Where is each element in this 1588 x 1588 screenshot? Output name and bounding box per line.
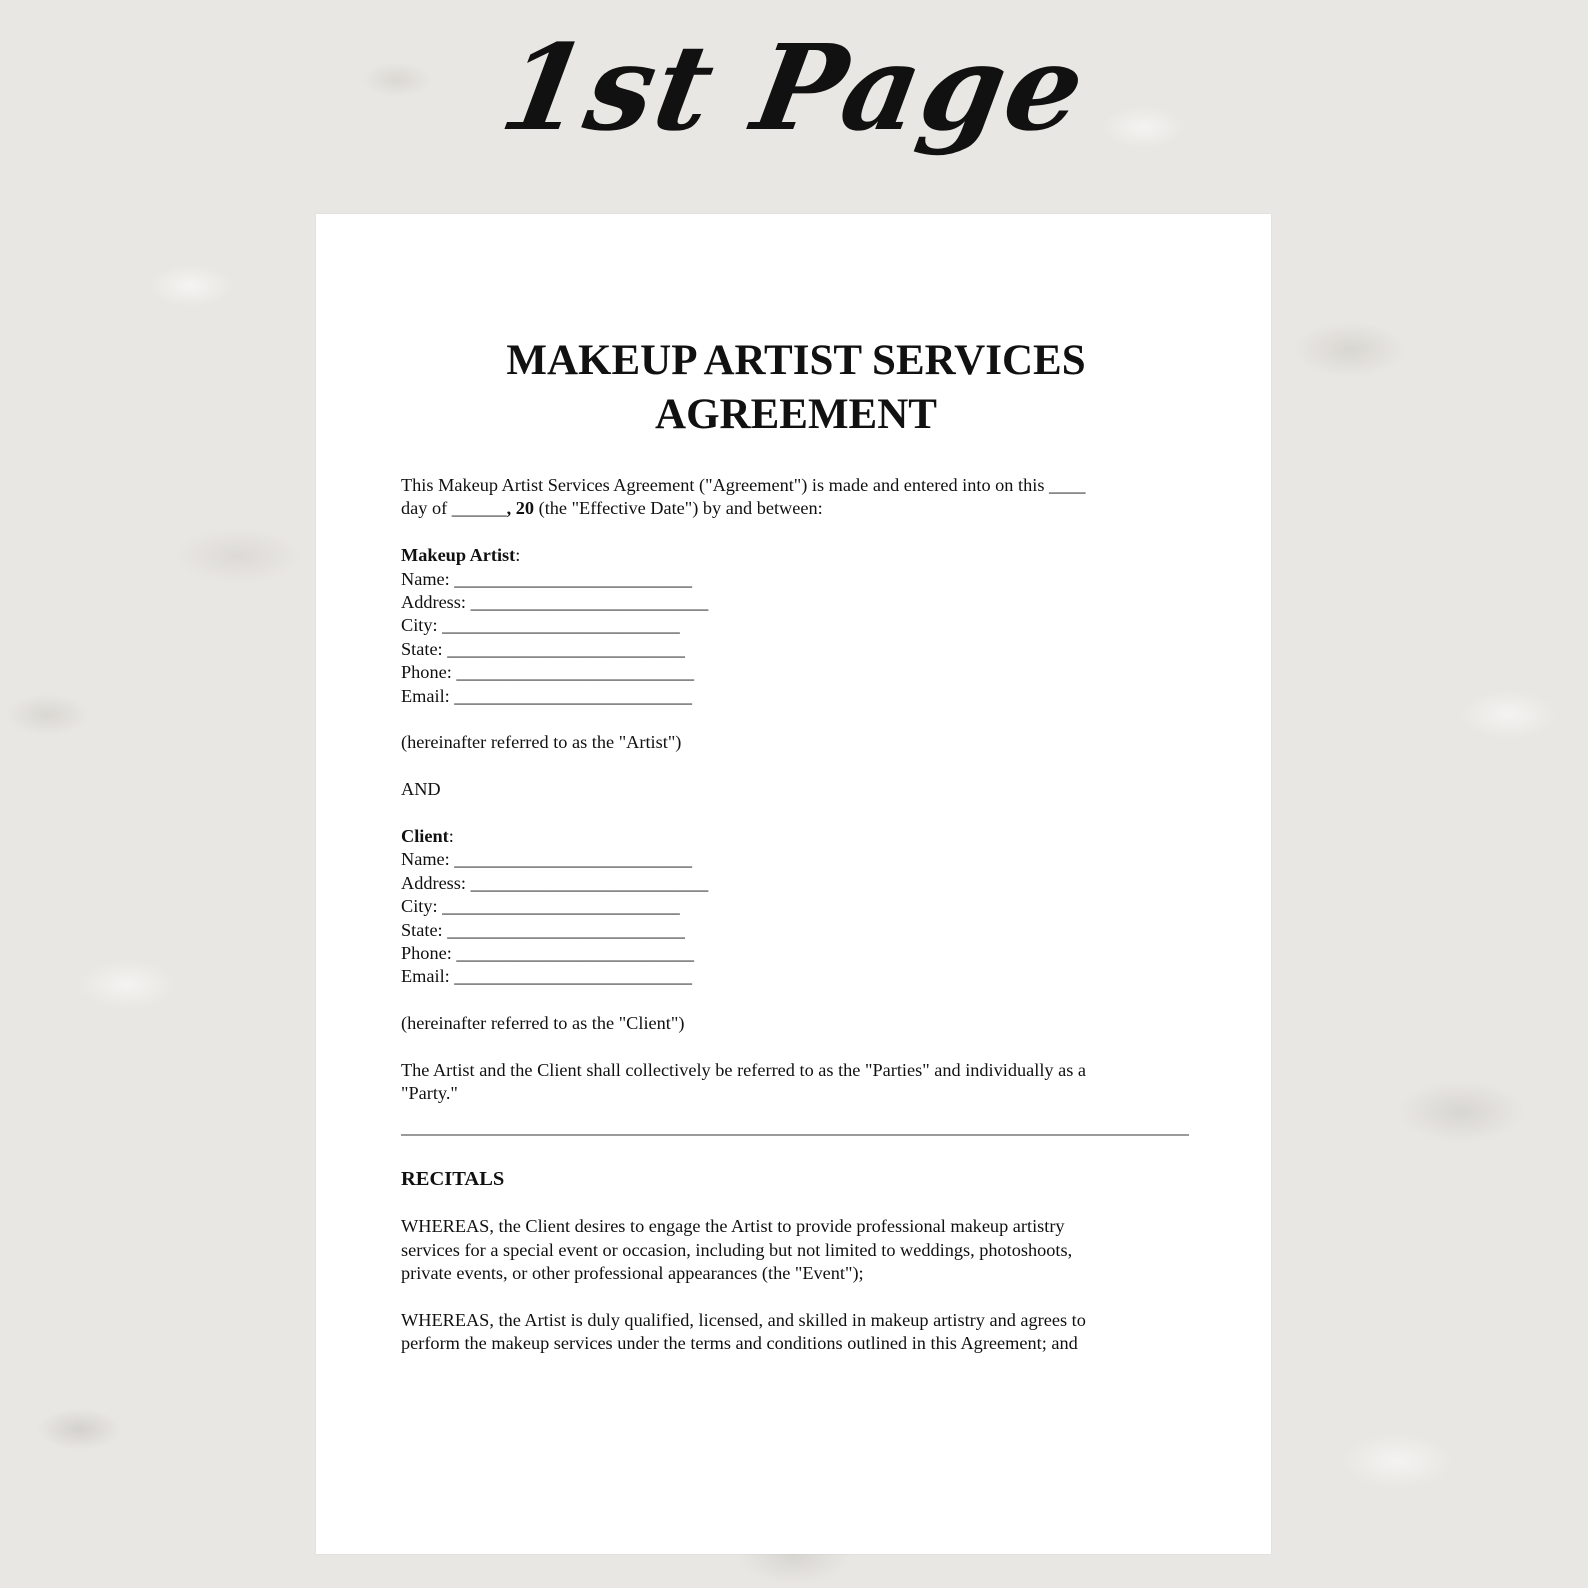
artist-referred-text: (hereinafter referred to as the "Artist") (401, 732, 682, 753)
document-content (401, 334, 1191, 1356)
whereas-paragraph-1 (401, 1215, 1191, 1285)
recitals-title: RECITALS (401, 1167, 505, 1190)
whereas2-line-1: WHEREAS, the Artist is duly qualified, licensed, and skilled in makeup artistry and agrees to (401, 1309, 1086, 1330)
artist-colon: : (515, 545, 521, 566)
section-divider (401, 1134, 1189, 1136)
client-email-field: Email: __________________________ (401, 966, 692, 987)
client-state-field: State: __________________________ (401, 919, 685, 940)
artist-email-field: Email: __________________________ (401, 685, 692, 706)
artist-address-field: Address: __________________________ (401, 592, 709, 613)
intro-year: , 20 (506, 498, 535, 519)
intro-line-1: This Makeup Artist Services Agreement ("Agreement") is made and entered into on this ____ (401, 475, 1086, 495)
artist-block (401, 544, 1191, 708)
artist-phone-field: Phone: __________________________ (401, 662, 695, 683)
intro-line-2a: day of ______ (401, 498, 507, 519)
artist-name-field: Name: __________________________ (401, 568, 692, 589)
artist-city-field: City: __________________________ (401, 615, 680, 636)
document-title: MAKEUP ARTIST SERVICES AGREEMENT (506, 337, 1086, 438)
whereas1-line-2: services for a special event or occasion, including but not limited to weddings, photoshoots, (401, 1239, 1073, 1260)
page-label-heading: 1st Page (491, 18, 1097, 157)
parties-line-2: "Party." (401, 1083, 458, 1104)
artist-label: Makeup Artist (401, 545, 516, 566)
parties-line-1: The Artist and the Client shall collectively be referred to as the "Parties" and individually as a (401, 1060, 1087, 1081)
whereas1-line-3: private events, or other professional appearances (the "Event"); (401, 1263, 864, 1284)
intro-line-2c: (the "Effective Date") by and between: (534, 498, 823, 519)
artist-state-field: State: __________________________ (401, 638, 685, 659)
client-colon: : (448, 826, 454, 847)
client-referred-text: (hereinafter referred to as the "Client") (401, 1013, 685, 1034)
client-city-field: City: __________________________ (401, 896, 680, 917)
client-label: Client (401, 826, 449, 847)
client-phone-field: Phone: __________________________ (401, 943, 695, 964)
and-text: AND (401, 779, 441, 800)
client-address-field: Address: __________________________ (401, 872, 709, 893)
intro-text (401, 474, 1191, 521)
client-name-field: Name: __________________________ (401, 849, 692, 870)
parties-text (401, 1059, 1191, 1106)
client-block (401, 825, 1191, 989)
document-page (316, 214, 1271, 1554)
whereas1-line-1: WHEREAS, the Client desires to engage the Artist to provide professional makeup artistry (401, 1216, 1065, 1237)
whereas2-line-2: perform the makeup services under the terms and conditions outlined in this Agreement; and (401, 1333, 1078, 1354)
whereas-paragraph-2 (401, 1309, 1191, 1356)
